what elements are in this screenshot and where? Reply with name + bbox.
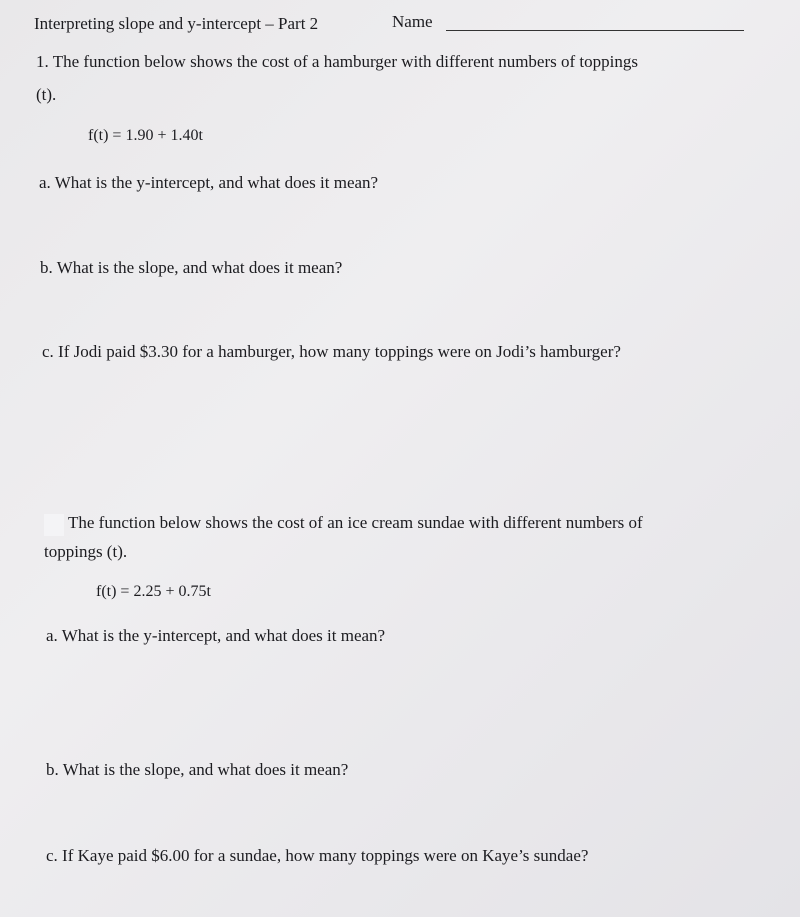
problem-2-part-a: a. What is the y-intercept, and what does it mean? (46, 626, 386, 645)
problem-1-part-b: b. What is the slope, and what does it mean? (40, 258, 343, 277)
name-label: Name (392, 12, 433, 31)
covered-problem-number (44, 514, 64, 536)
problem-2-part-c: c. If Kaye paid $6.00 for a sundae, how many toppings were on Kaye’s sundae? (46, 846, 589, 865)
problem-2-part-b: b. What is the slope, and what does it mean? (46, 760, 349, 779)
problem-2-prompt-continued: toppings (t). (44, 542, 128, 561)
name-blank-line (446, 30, 744, 31)
problem-1-part-a: a. What is the y-intercept, and what does it mean? (39, 173, 379, 192)
problem-1-prompt: 1. The function below shows the cost of a hamburger with different numbers of toppings (36, 52, 638, 71)
problem-2-prompt: The function below shows the cost of an ice cream sundae with different numbers of (68, 513, 643, 532)
problem-1-part-c: c. If Jodi paid $3.30 for a hamburger, how many toppings were on Jodi’s hamburger? (42, 342, 621, 361)
problem-1-equation: f(t) = 1.90 + 1.40t (88, 127, 203, 144)
problem-1-prompt-continued: (t). (36, 85, 57, 104)
worksheet-title: Interpreting slope and y-intercept – Part 2 (34, 14, 319, 33)
problem-2-equation: f(t) = 2.25 + 0.75t (96, 583, 211, 600)
